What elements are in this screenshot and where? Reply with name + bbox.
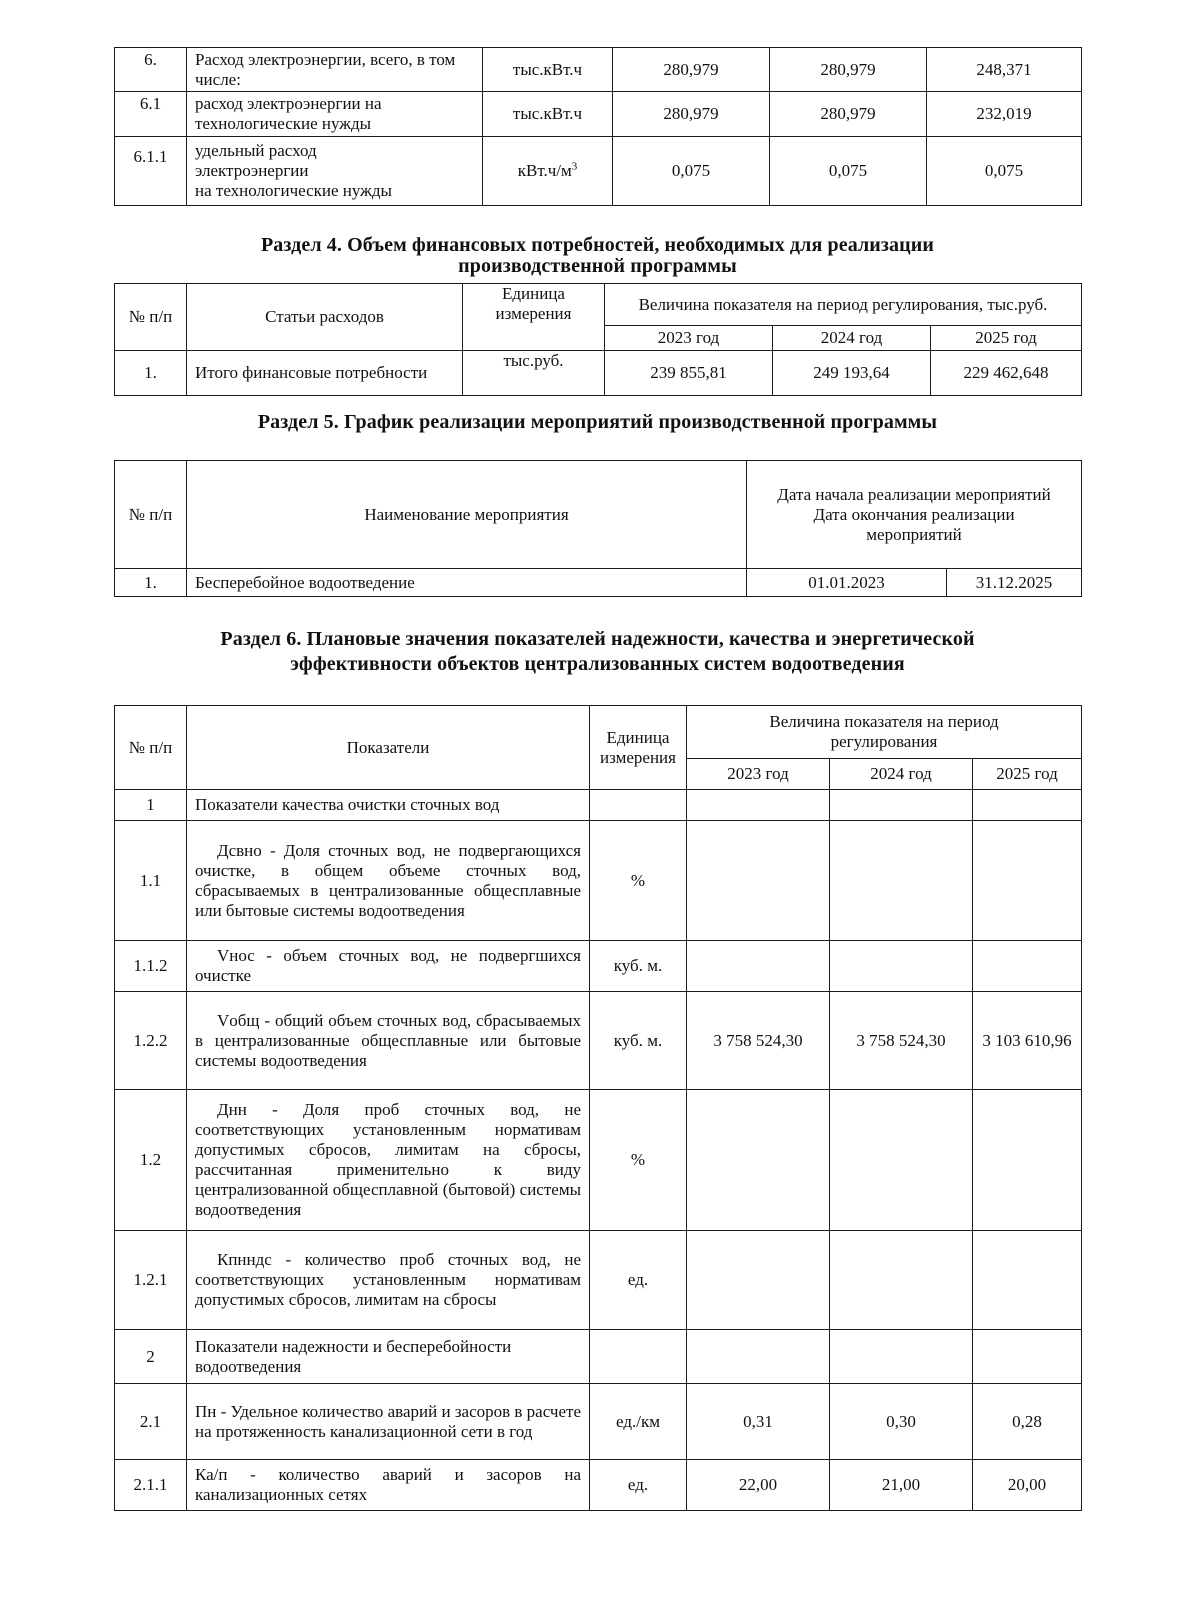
header-unit: Единица измерения	[590, 706, 687, 790]
value-2025: 232,019	[927, 92, 1082, 137]
row-unit: %	[590, 821, 687, 941]
table-row	[115, 1330, 1082, 1384]
header-value: Величина показателя на период регулирования	[687, 706, 1082, 759]
value-2023	[687, 821, 830, 941]
row-name: Пн - Удельное количество аварий и засоров в расчете на протяженность канализационной сети в год	[187, 1384, 590, 1460]
row-name-line: электроэнергии	[195, 161, 309, 180]
table-row	[115, 790, 1082, 821]
header-unit: Единица измерения	[463, 284, 605, 351]
value-2023	[687, 941, 830, 992]
header-dates-end: Дата окончания реализации мероприятий	[813, 504, 1015, 544]
section6-title-line: Раздел 6. Плановые значения показателей надежности, качества и энергетической	[220, 628, 975, 650]
indicators-table	[114, 705, 1082, 1511]
value-2024	[830, 1330, 973, 1384]
row-name: Дсвно - Доля сточных вод, не подвергающихся очистке, в общем объеме сточных вод, сбрасываемых в централизованные общесплавные или бытовые системы водоотведения	[187, 821, 590, 941]
row-number: 1.	[115, 569, 187, 597]
row-name	[187, 137, 483, 206]
finance-table	[114, 283, 1082, 396]
value-2025: 0,075	[927, 137, 1082, 206]
value-2023: 3 758 524,30	[687, 992, 830, 1090]
header-row	[115, 461, 1082, 569]
value-2024: 249 193,64	[773, 351, 931, 396]
value-2023	[687, 1090, 830, 1231]
row-number: 2.1	[115, 1384, 187, 1460]
row-unit: тыс.руб.	[463, 351, 605, 396]
value-2023	[687, 790, 830, 821]
value-2023: 280,979	[613, 92, 770, 137]
row-unit: %	[590, 1090, 687, 1231]
row-number: 1.2.1	[115, 1231, 187, 1330]
row-name: Vнос - объем сточных вод, не подвергшихся очистке	[187, 941, 590, 992]
value-2024	[830, 941, 973, 992]
row-number: 1	[115, 790, 187, 821]
section4-title-line: Раздел 4. Объем финансовых потребностей, необходимых для реализации	[260, 234, 935, 256]
unit-superscript: 3	[571, 160, 578, 173]
header-2023: 2023 год	[687, 759, 830, 790]
header-dates	[747, 461, 1082, 569]
value-2023: 239 855,81	[605, 351, 773, 396]
row-name: Итого финансовые потребности	[187, 351, 463, 396]
value-2023	[687, 1231, 830, 1330]
value-2025	[973, 941, 1082, 992]
table-row	[115, 1460, 1082, 1511]
value-2025	[973, 790, 1082, 821]
row-number: 1.	[115, 351, 187, 396]
value-2024: 3 758 524,30	[830, 992, 973, 1090]
start-date: 01.01.2023	[747, 569, 947, 597]
energy-table	[114, 47, 1082, 206]
row-number: 2.1.1	[115, 1460, 187, 1511]
row-name-line: на технологические нужды	[195, 181, 392, 200]
end-date: 31.12.2025	[947, 569, 1082, 597]
value-2025	[973, 1231, 1082, 1330]
header-num: № п/п	[115, 284, 187, 351]
value-2023: 280,979	[613, 48, 770, 92]
value-2025	[973, 1330, 1082, 1384]
value-2023: 0,31	[687, 1384, 830, 1460]
section5-title: Раздел 5. График реализации мероприятий производственной программы	[257, 411, 938, 433]
value-2025	[973, 1090, 1082, 1231]
row-name: Бесперебойное водоотведение	[187, 569, 747, 597]
row-name: Днн - Доля проб сточных вод, не соответствующих установленным нормативам допустимых сбросов, лимитам на сбросы, рассчитанная применительно к виду централизованной общесплавной (бытовой) системы водоотведения	[187, 1090, 590, 1231]
table-row	[115, 821, 1082, 941]
row-unit: ед./км	[590, 1384, 687, 1460]
row-name-line: удельный расход	[195, 141, 317, 160]
row-name: Ка/п - количество аварий и засоров на канализационных сетях	[187, 1460, 590, 1511]
value-2025	[973, 821, 1082, 941]
header-2024: 2024 год	[830, 759, 973, 790]
row-number: 1.1.2	[115, 941, 187, 992]
header-indicators: Показатели	[187, 706, 590, 790]
value-2024: 280,979	[770, 48, 927, 92]
value-2025: 248,371	[927, 48, 1082, 92]
schedule-table	[114, 460, 1082, 597]
value-2025: 20,00	[973, 1460, 1082, 1511]
value-2024: 0,075	[770, 137, 927, 206]
row-name: Показатели надежности и бесперебойности водоотведения	[187, 1330, 590, 1384]
row-number: 1.2	[115, 1090, 187, 1231]
table-row	[115, 1090, 1082, 1231]
section4-title	[114, 234, 1081, 278]
header-2025: 2025 год	[931, 326, 1082, 351]
row-number: 1.1	[115, 821, 187, 941]
row-unit: ед.	[590, 1231, 687, 1330]
value-2025: 229 462,648	[931, 351, 1082, 396]
row-unit	[590, 1330, 687, 1384]
table-row	[115, 941, 1082, 992]
value-2025: 0,28	[973, 1384, 1082, 1460]
value-2024	[830, 790, 973, 821]
value-2024: 280,979	[770, 92, 927, 137]
value-2024: 21,00	[830, 1460, 973, 1511]
row-unit: тыс.кВт.ч	[483, 92, 613, 137]
row-unit	[590, 790, 687, 821]
value-2025: 3 103 610,96	[973, 992, 1082, 1090]
unit-text: кВт.ч/м	[517, 161, 572, 180]
row-unit: куб. м.	[590, 941, 687, 992]
header-2024: 2024 год	[773, 326, 931, 351]
table-row	[115, 1384, 1082, 1460]
section4-title-line: производственной программы	[458, 255, 737, 277]
value-2024	[830, 1090, 973, 1231]
row-number: 6.1	[115, 92, 187, 137]
value-2023	[687, 1330, 830, 1384]
table-row	[115, 351, 1082, 396]
row-number: 2	[115, 1330, 187, 1384]
row-name: Расход электроэнергии, всего, в том числе:	[187, 48, 483, 92]
header-items: Статьи расходов	[187, 284, 463, 351]
row-name: Кпнндс - количество проб сточных вод, не соответствующих установленным нормативам допустимых сбросов, лимитам на сбросы	[187, 1231, 590, 1330]
table-row	[115, 1231, 1082, 1330]
row-number: 6.	[115, 48, 187, 92]
section6-title-line: эффективности объектов централизованных систем водоотведения	[290, 653, 905, 675]
header-dates-start: Дата начала реализации мероприятий	[777, 484, 1051, 504]
header-row	[115, 706, 1082, 759]
table-row	[115, 48, 1082, 92]
row-number: 6.1.1	[115, 137, 187, 206]
value-2024: 0,30	[830, 1384, 973, 1460]
row-name: расход электроэнергии на технологические нужды	[187, 92, 483, 137]
row-name: Vобщ - общий объем сточных вод, сбрасываемых в централизованные общесплавные или бытовые системы водоотведения	[187, 992, 590, 1090]
row-unit: ед.	[590, 1460, 687, 1511]
value-2023: 22,00	[687, 1460, 830, 1511]
header-num: № п/п	[115, 706, 187, 790]
row-unit	[483, 137, 613, 206]
table-row	[115, 137, 1082, 206]
value-2023: 0,075	[613, 137, 770, 206]
header-name: Наименование мероприятия	[187, 461, 747, 569]
value-2024	[830, 821, 973, 941]
header-num: № п/п	[115, 461, 187, 569]
row-unit: тыс.кВт.ч	[483, 48, 613, 92]
table-row	[115, 92, 1082, 137]
header-value: Величина показателя на период регулирования, тыс.руб.	[605, 284, 1082, 326]
table-row	[115, 569, 1082, 597]
header-2025: 2025 год	[973, 759, 1082, 790]
section6-title	[114, 628, 1081, 676]
row-number: 1.2.2	[115, 992, 187, 1090]
row-name: Показатели качества очистки сточных вод	[187, 790, 590, 821]
header-row	[115, 284, 1082, 326]
table-row	[115, 992, 1082, 1090]
header-2023: 2023 год	[605, 326, 773, 351]
value-2024	[830, 1231, 973, 1330]
row-unit: куб. м.	[590, 992, 687, 1090]
